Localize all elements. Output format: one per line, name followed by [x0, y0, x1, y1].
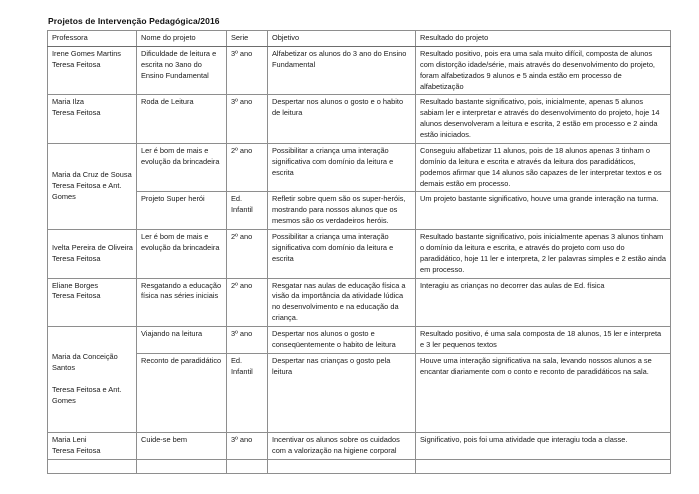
cell-nome-do-projeto: Ler é bom de mais e evolução da brincadeira: [137, 230, 227, 279]
cell-objetivo: [268, 459, 416, 473]
cell-serie: Ed. Infantil: [227, 192, 268, 230]
table-row: [48, 278, 671, 327]
professora-name: Eliane Borges: [52, 280, 99, 290]
column-header-objetivo: Objetivo: [268, 31, 416, 47]
cell-objetivo: Resgatar nas aulas de educação física a visão da importância da atividade lúdica no desenvolvimento e na educação da criança.: [268, 278, 416, 327]
table-row: [48, 143, 671, 192]
cell-resultado: Resultado positivo, pois era uma sala muito difícil, composta de alunos com distorção idade/série, mais através do desenvolvimento do projeto, foram alfabetizados 9 alunos e 5 ainda estão em processo de alfabetização: [416, 46, 671, 95]
cell-objetivo: Alfabetizar os alunos do 3 ano do Ensino Fundamental: [268, 46, 416, 95]
cell-serie: 2º ano: [227, 143, 268, 192]
cell-nome-do-projeto: Dificuldade de leitura e escrita no 3ano do Ensino Fundamental: [137, 46, 227, 95]
professora-partner: Teresa Feitosa: [52, 445, 101, 455]
cell-professora: [48, 46, 137, 95]
table-row-empty: [48, 459, 671, 473]
professora-name: Maria da Conceição Santos: [52, 352, 118, 373]
table-row: [48, 192, 671, 230]
cell-serie: 2º ano: [227, 278, 268, 327]
professora-name: Maria da Cruz de Sousa: [52, 170, 132, 180]
cell-nome-do-projeto: Ler é bom de mais e evolução da brincadeira: [137, 143, 227, 192]
projects-table: [47, 30, 671, 474]
cell-professora: [48, 143, 137, 229]
cell-resultado: Resultado bastante significativo, pois inicialmente apenas 3 alunos tinham o domínio da leitura e escrita, e através do projeto com uso do paradidático, hoje 11 ler e interpreta, 2 ler palavras simples e 2 estão ainda em processo.: [416, 230, 671, 279]
cell-serie: 3º ano: [227, 327, 268, 354]
cell-serie: 2º ano: [227, 230, 268, 279]
professora-partner: Teresa Feitosa e Ant. Gomes: [52, 181, 122, 201]
table-header: [48, 31, 671, 47]
cell-resultado: Interagiu as crianças no decorrer das aulas de Ed. física: [416, 278, 671, 327]
column-header-nome-do-projeto: Nome do projeto: [137, 31, 227, 47]
professora-partner: Teresa Feitosa: [52, 59, 101, 69]
professora-name: Maria Leni: [52, 434, 87, 444]
professora-partner: Teresa Feitosa: [52, 253, 101, 263]
cell-objetivo: Incentivar os alunos sobre os cuidados com a valorização na higiene corporal: [268, 432, 416, 459]
cell-resultado: Resultado positivo, é uma sala composta de 18 alunos, 15 ler e interpreta e 3 ler pequenos textos: [416, 327, 671, 354]
cell-objetivo: Refletir sobre quem são os super-heróis, mostrando para nossos alunos que os mesmos são os verdadeiros heróis.: [268, 192, 416, 230]
table-body: [48, 46, 671, 473]
cell-resultado: Houve uma interação significativa na sala, levando nossos alunos a se encantar diariamente com o conto e reconto de paradidáticos na sala.: [416, 353, 671, 432]
cell-serie: [227, 459, 268, 473]
cell-professora: [48, 95, 137, 144]
cell-resultado: [416, 459, 671, 473]
cell-professora: [48, 459, 137, 473]
professora-partner: Teresa Feitosa: [52, 291, 101, 301]
cell-resultado: Conseguiu alfabetizar 11 alunos, pois de 18 alunos apenas 3 tinham o domínio da leitura e escrita e através da leitura dos paradidáticos, podemos afirmar que 14 alunos são capazes de ler interpretar textos e os demais estão em processo.: [416, 143, 671, 192]
cell-nome-do-projeto: Resgatando a educação física nas séries iniciais: [137, 278, 227, 327]
table-header-row: [48, 31, 671, 47]
professora-name: Irene Gomes Martins: [52, 48, 122, 58]
cell-objetivo: Despertar nos alunos o gosto e o habito de leitura: [268, 95, 416, 144]
professora-partner: Teresa Feitosa: [52, 108, 101, 118]
cell-objetivo: Possibilitar a criança uma interação significativa com domínio da leitura e escrita: [268, 143, 416, 192]
cell-serie: 3º ano: [227, 46, 268, 95]
cell-professora: [48, 230, 137, 279]
cell-resultado: Significativo, pois foi uma atividade que interagiu toda a classe.: [416, 432, 671, 459]
cell-nome-do-projeto: Reconto de paradidático: [137, 353, 227, 432]
cell-objetivo: Despertar nas crianças o gosto pela leitura: [268, 353, 416, 432]
table-row: [48, 230, 671, 279]
cell-nome-do-projeto: Projeto Super herói: [137, 192, 227, 230]
cell-resultado: Um projeto bastante significativo, houve uma grande interação na turma.: [416, 192, 671, 230]
table-row: [48, 95, 671, 144]
professora-partner: Teresa Feitosa e Ant. Gomes: [52, 384, 122, 405]
column-header-resultado: Resultado do projeto: [416, 31, 671, 47]
cell-nome-do-projeto: Cuide-se bem: [137, 432, 227, 459]
cell-serie: 3º ano: [227, 95, 268, 144]
page-title: Projetos de Intervenção Pedagógica/2016: [48, 16, 220, 26]
cell-objetivo: Possibilitar a criança uma interação significativa com domínio da leitura e escrita: [268, 230, 416, 279]
cell-professora: [48, 327, 137, 433]
cell-nome-do-projeto: [137, 459, 227, 473]
cell-professora: [48, 278, 137, 327]
table-row: [48, 432, 671, 459]
table-row: [48, 327, 671, 354]
cell-serie: 3º ano: [227, 432, 268, 459]
cell-objetivo: Despertar nos alunos o gosto e conseqüentemente o habito de leitura: [268, 327, 416, 354]
cell-nome-do-projeto: Viajando na leitura: [137, 327, 227, 354]
column-header-serie: Serie: [227, 31, 268, 47]
cell-professora: [48, 432, 137, 459]
column-header-professora: Professora: [48, 31, 137, 47]
cell-serie: Ed. Infantil: [227, 353, 268, 432]
table-row: [48, 353, 671, 432]
cell-nome-do-projeto: Roda de Leitura: [137, 95, 227, 144]
professora-name: Maria Ilza: [52, 97, 85, 107]
table-row: [48, 46, 671, 95]
professora-name: Ivelta Pereira de Oliveira: [52, 242, 133, 252]
cell-resultado: Resultado bastante significativo, pois, inicialmente, apenas 5 alunos sabiam ler e interpretar e através do desenvolvimento do projeto, hoje 14 alunos desenvolveram a leitura e escrita, 2 estão em processo e 2 ainda estão iniciados.: [416, 95, 671, 144]
